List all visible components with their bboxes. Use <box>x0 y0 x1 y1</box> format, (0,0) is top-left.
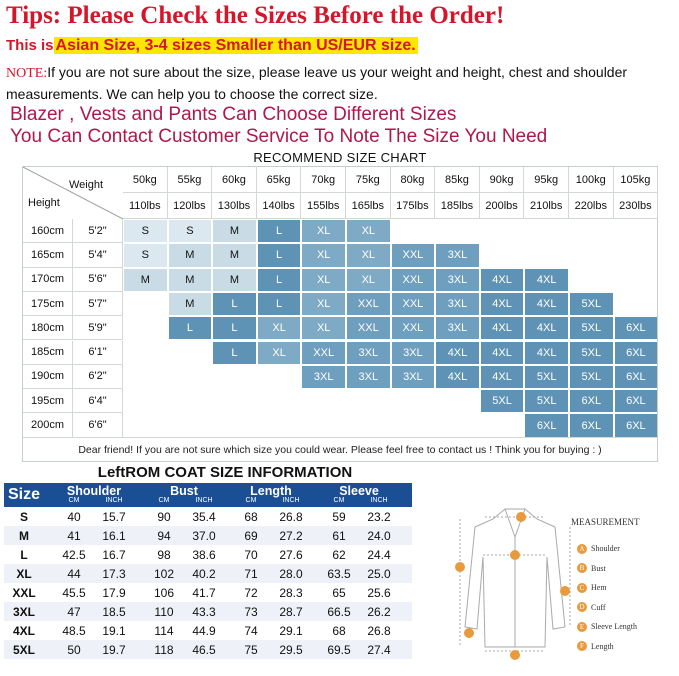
size-cell <box>436 220 479 242</box>
size-cell <box>481 414 524 436</box>
size-cell: 6XL <box>615 390 658 412</box>
size-cell <box>124 342 167 364</box>
size-cell <box>213 390 256 412</box>
size-cell: L <box>258 244 301 266</box>
size-cell <box>213 414 256 436</box>
coat-value: 26.8 <box>279 510 303 524</box>
note-paragraph <box>6 62 674 104</box>
size-cell: XL <box>258 342 301 364</box>
weight-kg-header: 95kg <box>524 167 569 193</box>
coat-unit-header: INCH <box>105 497 123 504</box>
height-ft-label: 5'7" <box>73 292 123 316</box>
coat-unit-header: INCH <box>370 497 388 504</box>
coat-value: 68 <box>332 624 346 638</box>
weight-kg-header: 85kg <box>435 167 480 193</box>
weight-kg-header: 105kg <box>614 167 659 193</box>
coat-value: 44 <box>67 567 81 581</box>
size-cell: M <box>169 293 212 315</box>
size-cell <box>615 220 658 242</box>
coat-size-label: XL <box>16 567 32 581</box>
coat-value: 19.1 <box>102 624 126 638</box>
height-ft-label: 5'2" <box>73 219 123 243</box>
coat-table-row <box>4 640 412 659</box>
measurement-title: MEASUREMENT <box>571 517 640 527</box>
size-cell: L <box>258 293 301 315</box>
coat-value: 62 <box>332 548 346 562</box>
size-cell <box>615 293 658 315</box>
size-cell <box>124 414 167 436</box>
size-cell: XXL <box>302 342 345 364</box>
weight-lbs-header: 140lbs <box>257 193 302 219</box>
measurement-legend-label: Bust <box>591 563 606 573</box>
size-cell: XL <box>302 244 345 266</box>
header-diagonal <box>23 167 123 219</box>
size-cell: 3XL <box>302 366 345 388</box>
height-ft-label: 6'4" <box>73 389 123 413</box>
coat-value: 37.0 <box>192 529 216 543</box>
size-cell: XL <box>302 269 345 291</box>
coat-value: 28.0 <box>279 567 303 581</box>
weight-kg-header: 90kg <box>480 167 525 193</box>
coat-value: 69.5 <box>327 643 351 657</box>
coat-value: 68 <box>244 510 258 524</box>
measurement-legend-item <box>577 637 637 657</box>
size-cell: XXL <box>347 293 390 315</box>
size-cell: S <box>169 220 212 242</box>
size-cell <box>258 366 301 388</box>
coat-value: 98 <box>157 548 171 562</box>
coat-value: 72 <box>244 586 258 600</box>
size-cell <box>525 244 568 266</box>
size-cell: XXL <box>392 293 435 315</box>
size-cell: XXL <box>392 244 435 266</box>
size-cell <box>347 390 390 412</box>
coat-value: 17.3 <box>102 567 126 581</box>
coat-table-row <box>4 545 412 564</box>
size-cell: L <box>213 342 256 364</box>
coat-value: 75 <box>244 643 258 657</box>
size-cell: XL <box>347 220 390 242</box>
coat-group-header: Sleeve <box>339 484 379 498</box>
weight-kg-header: 50kg <box>123 167 168 193</box>
size-cell: M <box>124 269 167 291</box>
blazer-line-1: Blazer , Vests and Pants Can Choose Different Sizes <box>10 104 457 125</box>
weight-lbs-header: 220lbs <box>569 193 614 219</box>
size-cell <box>258 414 301 436</box>
coat-value: 102 <box>153 567 175 581</box>
weight-axis-label: Weight <box>69 179 104 191</box>
size-cell: 4XL <box>436 342 479 364</box>
coat-size-label: L <box>20 548 28 562</box>
tips-heading: Tips: Please Check the Sizes Before the Order! <box>6 2 505 29</box>
weight-lbs-header: 185lbs <box>435 193 480 219</box>
recommend-size-chart <box>22 166 658 462</box>
size-cell: M <box>213 220 256 242</box>
size-cell <box>347 414 390 436</box>
size-cell <box>481 244 524 266</box>
measurement-legend-label: Cuff <box>591 602 606 612</box>
size-cell <box>169 366 212 388</box>
coat-unit-header: CM <box>158 497 170 504</box>
coat-value: 41.7 <box>192 586 216 600</box>
size-cell: 3XL <box>392 366 435 388</box>
height-cm-label: 180cm <box>23 316 73 340</box>
height-cm-label: 195cm <box>23 389 73 413</box>
size-cell: 5XL <box>481 390 524 412</box>
size-cell: L <box>258 269 301 291</box>
coat-table-row <box>4 583 412 602</box>
asian-prefix: This is <box>6 37 54 54</box>
size-cell <box>615 244 658 266</box>
height-ft-label: 5'9" <box>73 316 123 340</box>
size-cell: XXL <box>392 317 435 339</box>
coat-value: 29.1 <box>279 624 303 638</box>
size-cell: 6XL <box>570 390 613 412</box>
coat-value: 42.5 <box>62 548 86 562</box>
size-cell <box>124 293 167 315</box>
weight-kg-header: 100kg <box>569 167 614 193</box>
size-cell: 4XL <box>525 269 568 291</box>
blazer-line-2: You Can Contact Customer Service To Note The Size You Need <box>10 126 548 147</box>
coat-value: 63.5 <box>327 567 351 581</box>
weight-kg-header: 80kg <box>391 167 436 193</box>
coat-value: 40.2 <box>192 567 216 581</box>
size-cell <box>570 269 613 291</box>
height-ft-label: 6'1" <box>73 341 123 365</box>
coat-value: 23.2 <box>367 510 391 524</box>
weight-kg-header: 65kg <box>257 167 302 193</box>
size-cell: S <box>124 220 167 242</box>
size-cell: XL <box>347 269 390 291</box>
size-cell: L <box>258 220 301 242</box>
size-cell <box>302 390 345 412</box>
coat-value: 16.1 <box>102 529 126 543</box>
coat-value: 47 <box>67 605 81 619</box>
size-cell <box>436 414 479 436</box>
size-cell <box>302 414 345 436</box>
coat-value: 44.9 <box>192 624 216 638</box>
size-cell: L <box>213 317 256 339</box>
coat-table-row <box>4 621 412 640</box>
size-cell: 4XL <box>525 293 568 315</box>
coat-value: 71 <box>244 567 258 581</box>
coat-value: 59 <box>332 510 346 524</box>
size-cell: 6XL <box>615 342 658 364</box>
coat-value: 38.6 <box>192 548 216 562</box>
height-ft-label: 6'2" <box>73 365 123 389</box>
size-cell: 4XL <box>481 269 524 291</box>
size-cell: 4XL <box>481 366 524 388</box>
size-cell: XL <box>302 220 345 242</box>
weight-kg-header: 55kg <box>168 167 213 193</box>
height-cm-label: 175cm <box>23 292 73 316</box>
coat-value: 26.2 <box>367 605 391 619</box>
coat-value: 90 <box>157 510 171 524</box>
height-cm-label: 190cm <box>23 365 73 389</box>
height-ft-label: 5'4" <box>73 243 123 267</box>
measurement-legend-item <box>577 617 637 637</box>
coat-size-label: 4XL <box>12 624 35 638</box>
size-cell: L <box>169 317 212 339</box>
coat-table-row <box>4 564 412 583</box>
chart-footer-note: Dear friend! If you are not sure which size you could wear. Please feel free to contact us ! Think you for buying : ) <box>23 437 657 461</box>
measurement-legend-item <box>577 539 637 559</box>
size-cell: M <box>169 269 212 291</box>
size-cell: 3XL <box>436 293 479 315</box>
size-cell: 6XL <box>570 414 613 436</box>
coat-value: 40 <box>67 510 81 524</box>
weight-lbs-header: 165lbs <box>346 193 391 219</box>
weight-lbs-header: 110lbs <box>123 193 168 219</box>
coat-size-title: LeftROM COAT SIZE INFORMATION <box>97 464 353 481</box>
weight-lbs-header: 130lbs <box>212 193 257 219</box>
coat-value: 48.5 <box>62 624 86 638</box>
size-cell: M <box>169 244 212 266</box>
measurement-legend-label: Shoulder <box>591 544 620 554</box>
measurement-letter-badge: F <box>577 641 587 651</box>
coat-group-header: Shoulder <box>66 484 122 498</box>
size-cell <box>169 342 212 364</box>
coat-size-label: 3XL <box>12 605 35 619</box>
measurement-legend-label: Sleeve Length <box>591 622 637 632</box>
size-cell <box>124 366 167 388</box>
blazer-notice <box>10 104 547 148</box>
size-cell <box>525 220 568 242</box>
coat-value: 18.5 <box>102 605 126 619</box>
size-cell <box>258 390 301 412</box>
size-cell: 4XL <box>436 366 479 388</box>
size-cell: 4XL <box>481 317 524 339</box>
size-cell: 3XL <box>392 342 435 364</box>
coat-value: 69 <box>244 529 258 543</box>
coat-value: 24.0 <box>367 529 391 543</box>
size-cell <box>169 414 212 436</box>
size-cell: M <box>213 244 256 266</box>
size-cell <box>436 390 479 412</box>
coat-value: 29.5 <box>279 643 303 657</box>
coat-size-label: M <box>19 529 29 543</box>
coat-value: 46.5 <box>192 643 216 657</box>
note-label: NOTE: <box>6 66 48 81</box>
coat-value: 24.4 <box>367 548 391 562</box>
coat-table-row <box>4 507 412 526</box>
coat-table-row <box>4 526 412 545</box>
coat-unit-header: INCH <box>282 497 300 504</box>
coat-value: 26.8 <box>367 624 391 638</box>
size-column-header: Size <box>8 486 41 503</box>
coat-value: 17.9 <box>102 586 126 600</box>
size-cell: 3XL <box>436 317 479 339</box>
size-cell: 5XL <box>570 342 613 364</box>
coat-value: 74 <box>244 624 258 638</box>
coat-value: 35.4 <box>192 510 216 524</box>
weight-lbs-header: 200lbs <box>480 193 525 219</box>
height-cm-label: 160cm <box>23 219 73 243</box>
size-cell: 6XL <box>615 317 658 339</box>
size-cell: 5XL <box>570 293 613 315</box>
size-cell <box>392 390 435 412</box>
coat-value: 16.7 <box>102 548 126 562</box>
height-cm-label: 200cm <box>23 413 73 437</box>
size-cell: 5XL <box>525 390 568 412</box>
coat-group-header: Length <box>250 484 292 498</box>
size-cell: 5XL <box>525 366 568 388</box>
weight-lbs-header: 210lbs <box>524 193 569 219</box>
measurement-letter-badge: A <box>577 544 587 554</box>
size-cell: XL <box>258 317 301 339</box>
size-cell <box>570 244 613 266</box>
size-cell: 5XL <box>570 366 613 388</box>
measurement-diagram <box>455 497 675 662</box>
size-cell: M <box>213 269 256 291</box>
measurement-legend-label: Length <box>591 641 614 651</box>
size-cell: L <box>213 293 256 315</box>
size-cell <box>392 414 435 436</box>
coat-value: 27.6 <box>279 548 303 562</box>
size-cell: 3XL <box>347 366 390 388</box>
height-cm-label: 185cm <box>23 341 73 365</box>
measurement-letter-badge: E <box>577 622 587 632</box>
coat-value: 65 <box>332 586 346 600</box>
coat-value: 27.2 <box>279 529 303 543</box>
coat-value: 41 <box>67 529 81 543</box>
measurement-letter-badge: D <box>577 602 587 612</box>
size-cell: 6XL <box>615 366 658 388</box>
coat-value: 28.3 <box>279 586 303 600</box>
coat-table-header <box>4 483 412 507</box>
weight-lbs-header: 175lbs <box>391 193 436 219</box>
coat-value: 73 <box>244 605 258 619</box>
coat-value: 28.7 <box>279 605 303 619</box>
size-cell <box>124 317 167 339</box>
coat-value: 118 <box>154 643 174 657</box>
size-cell: 4XL <box>525 317 568 339</box>
coat-value: 19.7 <box>102 643 126 657</box>
size-cell: 3XL <box>347 342 390 364</box>
coat-size-label: S <box>19 510 28 524</box>
size-cell: 4XL <box>481 293 524 315</box>
measurement-legend <box>577 539 637 656</box>
note-text: If you are not sure about the size, please leave us your weight and height, chest and shoulder measurements. We can help you to choose the correct size. <box>6 64 628 102</box>
weight-lbs-header: 155lbs <box>301 193 346 219</box>
coat-value: 94 <box>157 529 171 543</box>
size-chart-title: RECOMMEND SIZE CHART <box>253 150 427 165</box>
height-cm-label: 165cm <box>23 243 73 267</box>
height-ft-label: 6'6" <box>73 413 123 437</box>
coat-size-table <box>4 483 412 659</box>
coat-value: 43.3 <box>192 605 216 619</box>
coat-unit-header: INCH <box>195 497 213 504</box>
measurement-legend-item <box>577 578 637 598</box>
size-cell <box>570 220 613 242</box>
weight-lbs-header: 120lbs <box>168 193 213 219</box>
measurement-letter-badge: B <box>577 563 587 573</box>
size-cell: XXL <box>347 317 390 339</box>
jacket-illustration <box>455 497 575 662</box>
size-cell: 3XL <box>436 269 479 291</box>
coat-table-row <box>4 602 412 621</box>
coat-size-label: 5XL <box>12 643 35 657</box>
coat-value: 106 <box>153 586 175 600</box>
coat-value: 70 <box>244 548 258 562</box>
height-axis-label: Height <box>28 197 60 209</box>
measurement-legend-label: Hem <box>591 583 607 593</box>
coat-value: 25.0 <box>367 567 391 581</box>
size-cell <box>481 220 524 242</box>
coat-unit-header: CM <box>333 497 345 504</box>
asian-size-note <box>6 37 418 55</box>
size-cell: XL <box>347 244 390 266</box>
size-cell <box>213 366 256 388</box>
size-cell <box>124 390 167 412</box>
weight-kg-header: 70kg <box>301 167 346 193</box>
size-cell <box>392 220 435 242</box>
coat-value: 45.5 <box>62 586 86 600</box>
size-cell: 6XL <box>615 414 658 436</box>
size-cell: 4XL <box>481 342 524 364</box>
size-cell: 4XL <box>525 342 568 364</box>
size-cell: XXL <box>392 269 435 291</box>
measurement-legend-item <box>577 598 637 618</box>
coat-size-label: XXL <box>12 586 36 600</box>
coat-value: 114 <box>154 624 174 638</box>
size-cell: 6XL <box>525 414 568 436</box>
size-cell: S <box>124 244 167 266</box>
size-cell: 5XL <box>570 317 613 339</box>
coat-value: 50 <box>67 643 81 657</box>
size-cell: XL <box>302 317 345 339</box>
weight-lbs-header: 230lbs <box>614 193 659 219</box>
weight-kg-header: 75kg <box>346 167 391 193</box>
coat-unit-header: CM <box>68 497 80 504</box>
asian-highlight: Asian Size, 3-4 sizes Smaller than US/EUR size. <box>55 37 416 54</box>
coat-value: 66.5 <box>327 605 351 619</box>
weight-kg-header: 60kg <box>212 167 257 193</box>
coat-value: 27.4 <box>367 643 391 657</box>
measurement-letter-badge: C <box>577 583 587 593</box>
size-cell: 3XL <box>436 244 479 266</box>
coat-unit-header: CM <box>245 497 257 504</box>
height-ft-label: 5'6" <box>73 268 123 292</box>
coat-group-header: Bust <box>170 484 198 498</box>
height-cm-label: 170cm <box>23 268 73 292</box>
coat-value: 110 <box>154 605 174 619</box>
size-cell <box>169 390 212 412</box>
measurement-legend-item <box>577 559 637 579</box>
coat-value: 25.6 <box>367 586 391 600</box>
size-cell <box>615 269 658 291</box>
size-cell: XL <box>302 293 345 315</box>
coat-value: 61 <box>332 529 346 543</box>
coat-value: 15.7 <box>102 510 126 524</box>
